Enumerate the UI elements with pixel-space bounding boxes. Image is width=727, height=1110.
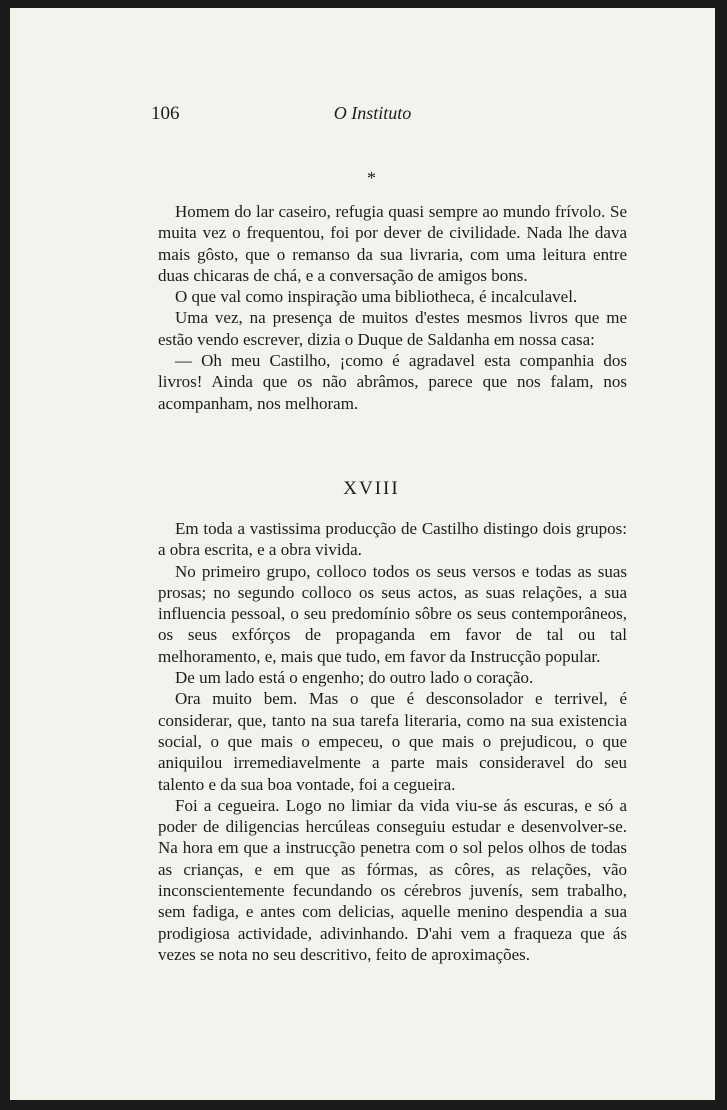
book-page [10, 8, 715, 1100]
paragraph: Em toda a vastissima producção de Castilho distingo dois grupos: a obra escrita, e a obra vivida. [158, 519, 627, 560]
paragraph: O que val como inspiração uma bibliotheca, é incalculavel. [175, 287, 578, 307]
text-block-part2 [158, 518, 627, 965]
section-heading: XVIII [343, 478, 400, 499]
page-header [10, 103, 715, 129]
running-title: O Instituto [333, 103, 412, 123]
page-number: 106 [151, 103, 180, 124]
paragraph: — Oh meu Castilho, ¡como é agradavel esta companhia dos livros! Ainda que os não abrâmos, parece que nos falam, nos acompanham, nos melhoram. [158, 351, 627, 413]
paragraph: Uma vez, na presença de muitos d'estes mesmos livros que me estão vendo escrever, dizia o Duque de Saldanha em nossa casa: [158, 308, 627, 349]
paragraph: De um lado está o engenho; do outro lado o coração. [175, 668, 534, 688]
paragraph: Ora muito bem. Mas o que é desconsolador e terrivel, é considerar, que, tanto na sua tarefa literaria, como na sua existencia social, o que mais o empeceu, o que mais o prejudicou, o que aniquilou irremediavelmente a parte mais consideravel do seu talento e da sua boa vontade, foi a cegueira. [158, 689, 627, 794]
paragraph: Homem do lar caseiro, refugia quasi sempre ao mundo frívolo. Se muita vez o frequentou, foi por dever de civilidade. Nada lhe dava mais gôsto, que o remanso da sua livraria, com uma leitura entre duas chicaras de chá, e a conversação de amigos bons. [158, 202, 627, 285]
paragraph: No primeiro grupo, colloco todos os seus versos e todas as suas prosas; no segundo colloco os seus actos, as suas relações, a sua influencia pessoal, o seu predomínio sôbre os seus contemporâneos, os seus exfórços de propaganda em favor de tal ou tal melhoramento, e, mais que tudo, em favor da Instrucção popular. [158, 561, 627, 666]
text-block-part1 [158, 201, 627, 414]
paragraph: Foi a cegueira. Logo no limiar da vida viu-se ás escuras, e só a poder de diligencias hercúleas conseguiu estudar e desenvolver-se. Na hora em que a instrucção penetra com o sol pelos olhos de todas as crianças, e em que as fórmas, as côres, as relações, vão inconscientemente fecundando os cérebros juvenís, sem trabalho, sem fadiga, e antes com delicias, aquelle menino despendia a sua prodigiosa actividade, adivinhando. D'ahi vem a fraqueza que ás vezes se nota no seu descritivo, feito de aproximações. [158, 795, 627, 964]
section-separator: * [367, 168, 376, 188]
